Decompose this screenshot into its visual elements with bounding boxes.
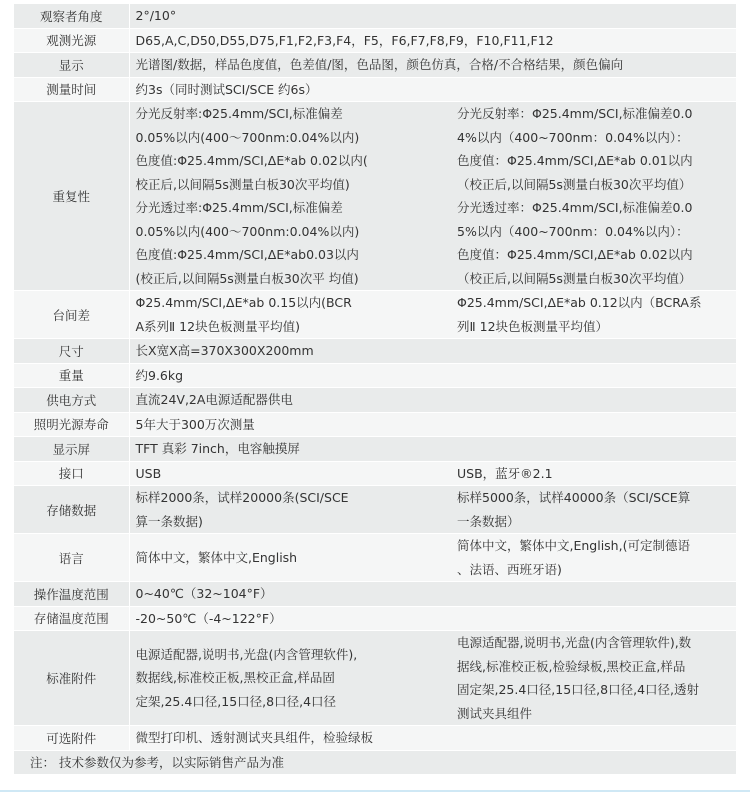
spec-value — [129, 412, 736, 437]
spec-value — [129, 363, 736, 388]
bottom-rule — [0, 790, 750, 792]
spec-value-line: 数据线,标准校正板,黑校正盒,样品固 — [135, 670, 335, 686]
spec-label: 可选附件 — [14, 726, 129, 751]
spec-value-line: USB — [135, 465, 162, 481]
spec-value-line: 长X宽X高=370X300X200mm — [135, 343, 314, 358]
spec-label: 语言 — [14, 534, 129, 582]
spec-value-line: TFT 真彩 7inch，电容触摸屏 — [135, 441, 300, 456]
spec-value-line: 固定架,25.4口径,15口径,8口径,4口径,透射 — [457, 682, 700, 697]
spec-value — [129, 582, 736, 607]
spec-value-line: 标样5000条，试样40000条（SCI/SCE算 — [457, 490, 691, 505]
spec-value-line: 色度值:Φ25.4mm/SCI,ΔE*ab0.03以内 — [135, 247, 359, 262]
spec-label: 标准附件 — [14, 631, 129, 726]
spec-value-line: Φ25.4mm/SCI,ΔE*ab 0.12以内（BCRA系 — [457, 295, 702, 310]
spec-row — [14, 291, 736, 339]
spec-value — [129, 77, 736, 102]
spec-value-line: 0~40℃（32~104°F） — [135, 586, 273, 601]
spec-value-line: A系列Ⅱ 12块色板测量平均值) — [135, 318, 300, 334]
spec-value-line: 、法语、西班牙语) — [457, 561, 562, 577]
spec-row — [14, 486, 736, 534]
spec-value-line: 简体中文，繁体中文,English — [135, 549, 298, 565]
spec-label: 供电方式 — [14, 388, 129, 413]
note-row — [14, 750, 736, 775]
spec-label: 存储温度范围 — [14, 606, 129, 631]
spec-row — [14, 77, 736, 102]
spec-value-line: 分光透过率:Φ25.4mm/SCI,标准偏差 — [135, 200, 343, 215]
spec-value-line: 简体中文，繁体中文,English,(可定制德语 — [457, 538, 690, 553]
spec-label: 显示 — [14, 53, 129, 78]
spec-value-line: 色度值：Φ25.4mm/SCI,ΔE*ab 0.02以内 — [457, 247, 693, 262]
spec-value-line: 电源适配器,说明书,光盘(内含管理软件),数 — [457, 635, 692, 650]
spec-label: 尺寸 — [14, 339, 129, 364]
spec-value-line: 一条数据） — [457, 513, 520, 529]
spec-label: 台间差 — [14, 291, 129, 339]
spec-value — [129, 486, 445, 534]
spec-value-line: Φ25.4mm/SCI,ΔE*ab 0.15以内(BCR — [135, 295, 352, 310]
spec-row — [14, 388, 736, 413]
spec-value — [129, 606, 736, 631]
spec-value — [129, 461, 445, 486]
spec-value-line: 色度值:Φ25.4mm/SCI,ΔE*ab 0.02以内( — [135, 153, 368, 168]
spec-value-line: 据线,标准校正板,检验绿板,黑校正盒,样品 — [457, 658, 686, 674]
spec-value-line: 约9.6kg — [135, 367, 184, 383]
spec-label: 重复性 — [14, 102, 129, 291]
spec-value — [129, 726, 736, 751]
spec-value-alt — [445, 102, 736, 291]
spec-row — [14, 102, 736, 291]
spec-label: 显示屏 — [14, 437, 129, 462]
spec-value-line: （校正后,以间隔5s测量白板30次平均值） — [457, 270, 692, 286]
spec-value-alt — [445, 486, 736, 534]
spec-value-line: 分光反射率：Φ25.4mm/SCI,标准偏差0.0 — [457, 106, 693, 121]
spec-row — [14, 4, 736, 28]
spec-value-line: 校正后,以间隔5s测量白板30次平均值) — [135, 176, 350, 192]
spec-label: 重量 — [14, 363, 129, 388]
spec-value-line: 分光透过率：Φ25.4mm/SCI,标准偏差0.0 — [457, 200, 693, 215]
spec-value-line: 光谱图/数据，样品色度值，色差值/图，色品图，颜色仿真，合格/不合格结果，颜色偏向 — [135, 57, 624, 72]
spec-value-line: 0.05%以内(400～700nm:0.04%以内) — [135, 223, 360, 239]
spec-row — [14, 461, 736, 486]
spec-row — [14, 53, 736, 78]
spec-value — [129, 28, 736, 53]
spec-label: 照明光源寿命 — [14, 412, 129, 437]
spec-value-line: 约3s（同时测试SCI/SCE 约6s） — [135, 81, 318, 97]
spec-value-line: 标样2000条，试样20000条(SCI/SCE — [135, 490, 349, 505]
footnote: 注： 技术参数仅为参考，以实际销售产品为准 — [14, 750, 736, 775]
spec-value — [129, 102, 445, 291]
spec-value-line: 直流24V,2A电源适配器供电 — [135, 392, 293, 407]
spec-value — [129, 53, 736, 78]
spec-label: 观察者角度 — [14, 4, 129, 28]
spec-value-line: D65,A,C,D50,D55,D75,F1,F2,F3,F4，F5，F6,F7,F8,F9，F10,F11,F12 — [135, 32, 554, 48]
spec-value-line: （校正后,以间隔5s测量白板30次平均值） — [457, 176, 692, 192]
spec-row — [14, 412, 736, 437]
spec-value-alt — [445, 291, 736, 339]
spec-value-line: 电源适配器,说明书,光盘(内含管理软件), — [135, 646, 358, 662]
spec-value — [129, 437, 736, 462]
spec-value — [129, 291, 445, 339]
spec-value-line: 列Ⅱ 12块色板测量平均值） — [457, 318, 609, 334]
spec-value-line: USB，蓝牙®2.1 — [457, 465, 553, 481]
spec-row — [14, 339, 736, 364]
spec-row — [14, 534, 736, 582]
spec-value-line: 5%以内（400~700nm：0.04%以内）： — [457, 223, 689, 239]
spec-row — [14, 631, 736, 726]
spec-value-line: 0.05%以内(400～700nm:0.04%以内) — [135, 129, 360, 145]
spec-value-line: -20~50℃（-4~122°F） — [135, 610, 282, 626]
spec-value-line: 2°/10° — [135, 8, 177, 23]
spec-value — [129, 339, 736, 364]
spec-value — [129, 631, 445, 726]
spec-value-line: 5年大于300万次测量 — [135, 416, 255, 432]
spec-value — [129, 388, 736, 413]
spec-row — [14, 582, 736, 607]
spec-row — [14, 606, 736, 631]
spec-table — [14, 4, 736, 775]
spec-label: 操作温度范围 — [14, 582, 129, 607]
spec-value-alt — [445, 631, 736, 726]
spec-value-line: 测试夹具组件 — [457, 705, 533, 721]
spec-label: 观测光源 — [14, 28, 129, 53]
spec-value-line: 定架,25.4口径,15口径,8口径,4口径 — [135, 693, 337, 709]
spec-value-line: 色度值：Φ25.4mm/SCI,ΔE*ab 0.01以内 — [457, 153, 693, 168]
spec-row — [14, 363, 736, 388]
spec-row — [14, 437, 736, 462]
spec-label: 存储数据 — [14, 486, 129, 534]
spec-label: 接口 — [14, 461, 129, 486]
spec-value-alt — [445, 534, 736, 582]
spec-table-body — [14, 4, 736, 775]
spec-value-line: 分光反射率:Φ25.4mm/SCI,标准偏差 — [135, 106, 343, 121]
spec-value — [129, 4, 736, 28]
spec-value-line: 微型打印机、透射测试夹具组件，检验绿板 — [135, 730, 374, 745]
spec-value — [129, 534, 445, 582]
spec-value-line: 算一条数据) — [135, 513, 203, 529]
spec-value-line: 4%以内（400~700nm：0.04%以内）： — [457, 129, 689, 145]
spec-value-line: (校正后,以间隔5s测量白板30次平 均值) — [135, 270, 359, 286]
spec-row — [14, 726, 736, 751]
spec-label: 测量时间 — [14, 77, 129, 102]
spec-row — [14, 28, 736, 53]
spec-value-alt — [445, 461, 736, 486]
